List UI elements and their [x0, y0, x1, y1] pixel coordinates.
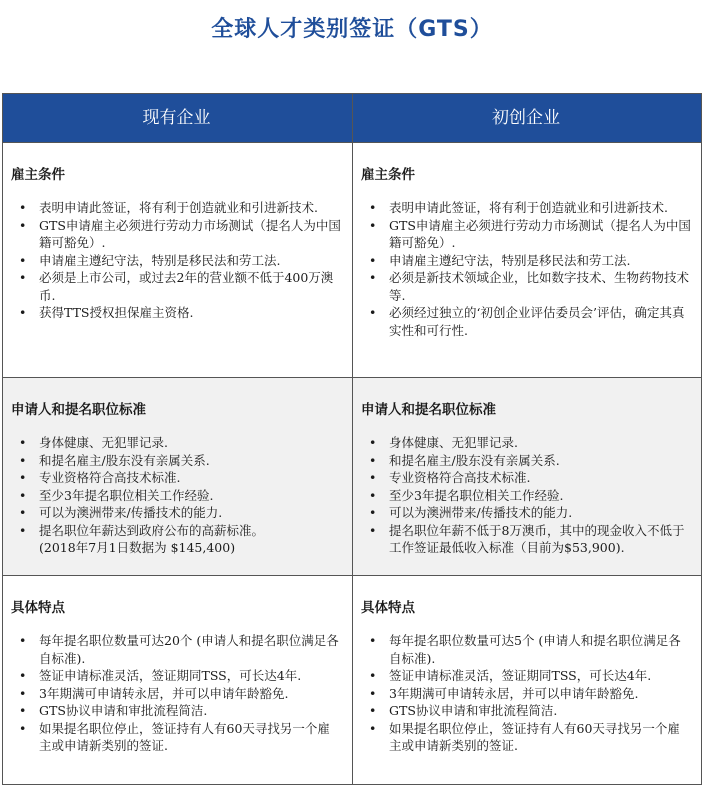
list-item: • 至少3年提名职位相关工作经验.	[361, 487, 691, 505]
existing-employer-conditions	[3, 143, 352, 377]
salary-note: (2018年7月1日数据为 $145,400)	[39, 540, 236, 555]
column-header-existing: 现有企业	[3, 94, 352, 142]
list-item: • 和提名雇主/股东没有亲属关系.	[361, 452, 691, 470]
list-item: • 申请雇主遵纪守法，特别是移民法和劳工法.	[11, 252, 342, 270]
list-item: • 身体健康、无犯罪记录.	[361, 434, 691, 452]
list-item: • 签证申请标准灵活，签证期同TSS，可长达4年.	[11, 667, 342, 685]
list-item: • 提名职位年薪不低于8万澳币，其中的现金收入不低于工作签证最低收入标准（目前为$53,900).	[361, 522, 691, 557]
list-item: • 身体健康、无犯罪记录.	[11, 434, 342, 452]
list-item: • 专业资格符合高技术标准.	[361, 469, 691, 487]
features-list	[361, 632, 691, 755]
column-header-startup: 初创企业	[352, 94, 701, 142]
list-item: • 可以为澳洲带来/传播技术的能力.	[11, 504, 342, 522]
condition-list	[361, 199, 691, 339]
comparison-table	[2, 93, 702, 785]
list-item: • 3年期满可申请转永居，并可以申请年龄豁免.	[11, 685, 342, 703]
startup-employer-conditions	[352, 143, 701, 377]
section-heading: 申请人和提名职位标准	[361, 402, 496, 418]
startup-features	[352, 576, 701, 784]
list-item: • 必须是上市公司，或过去2年的营业额不低于400万澳币.	[11, 269, 342, 304]
list-item: • 可以为澳洲带来/传播技术的能力.	[361, 504, 691, 522]
page-title: 全球人才类别签证（GTS）	[211, 17, 493, 42]
list-item: • 每年提名职位数量可达5个 (申请人和提名职位满足各自标准).	[361, 632, 691, 667]
features-list	[11, 632, 342, 755]
list-item: • 如果提名职位停止，签证持有人有60天寻找另一个雇主或申请新类别的签证.	[361, 720, 691, 755]
list-item: • GTS申请雇主必须进行劳动力市场测试（提名人为中国籍可豁免）.	[361, 217, 691, 252]
section-heading: 具体特点	[11, 600, 65, 616]
list-item: • 3年期满可申请转永居，并可以申请年龄豁免.	[361, 685, 691, 703]
criteria-list	[361, 434, 691, 557]
section-heading: 申请人和提名职位标准	[11, 402, 146, 418]
existing-applicant-criteria	[3, 378, 352, 575]
list-item-text: 提名职位年薪达到政府公布的高薪标准。	[39, 522, 265, 538]
list-item: • 至少3年提名职位相关工作经验.	[11, 487, 342, 505]
list-item: • 获得TTS授权担保雇主资格.	[11, 304, 342, 322]
startup-applicant-criteria	[352, 378, 701, 575]
list-item: • 签证申请标准灵活，签证期同TSS，可长达4年.	[361, 667, 691, 685]
criteria-list	[11, 434, 342, 557]
list-item: • GTS协议申请和审批流程简洁.	[11, 702, 342, 720]
list-item: • 和提名雇主/股东没有亲属关系.	[11, 452, 342, 470]
list-item: • 必须是新技术领域企业，比如数字技术、生物药物技术等.	[361, 269, 691, 304]
list-item	[11, 522, 342, 557]
list-item: • 每年提名职位数量可达20个 (申请人和提名职位满足各自标准).	[11, 632, 342, 667]
employer-conditions-row	[3, 143, 701, 378]
section-heading: 具体特点	[361, 600, 415, 616]
list-item: • 必须经过独立的‘初创企业评估委员会’评估，确定其真实性和可行性.	[361, 304, 691, 339]
existing-features	[3, 576, 352, 784]
list-item: • 表明申请此签证，将有利于创造就业和引进新技术.	[361, 199, 691, 217]
section-heading: 雇主条件	[11, 167, 65, 183]
features-row	[3, 576, 701, 785]
section-heading: 雇主条件	[361, 167, 415, 183]
list-item: • 如果提名职位停止，签证持有人有60天寻找另一个雇主或申请新类别的签证.	[11, 720, 342, 755]
list-item: • GTS协议申请和审批流程简洁.	[361, 702, 691, 720]
condition-list	[11, 199, 342, 322]
list-item: • 专业资格符合高技术标准.	[11, 469, 342, 487]
list-item: • 申请雇主遵纪守法，特别是移民法和劳工法.	[361, 252, 691, 270]
applicant-criteria-row	[3, 378, 701, 576]
list-item: • 表明申请此签证，将有利于创造就业和引进新技术.	[11, 199, 342, 217]
list-item: • GTS申请雇主必须进行劳动力市场测试（提名人为中国籍可豁免）.	[11, 217, 342, 252]
table-header-row	[3, 94, 701, 143]
